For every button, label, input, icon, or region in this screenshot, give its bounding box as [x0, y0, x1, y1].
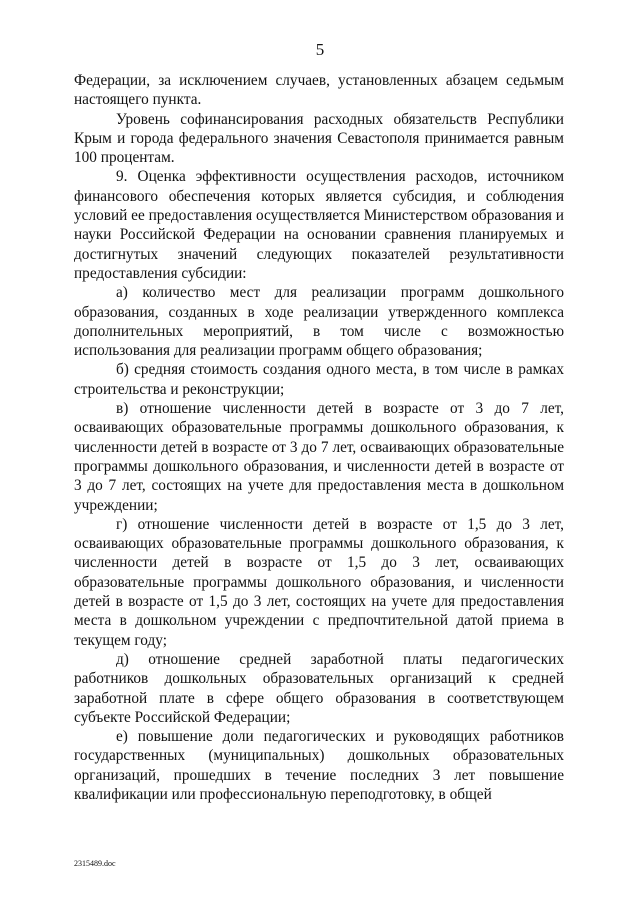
- paragraph-subitem-v: в) отношение численности детей в возрасте от 3 до 7 лет, осваивающих образовательные программы дошкольного образования, к численности детей в возрасте от 3 до 7 лет, осваивающих образовательные программы дошкольного образования, и численности детей в возрасте от 3 до 7 лет, состоящих на учете для предоставления места в дошкольном учреждении;: [74, 400, 564, 514]
- footer-filename: 2315489.doc: [74, 859, 116, 868]
- paragraph-subitem-g: г) отношение численности детей в возрасте от 1,5 до 3 лет, осваивающих образовательные программы дошкольного образования, к численности детей в возрасте от 1,5 до 3 лет, осваивающих образовательные программы дошкольного образования, и численности детей в возрасте от 1,5 до 3 лет, состоящих на учете для предоставления места в дошкольном учреждении с предпочтительной датой приема в текущем году;: [74, 515, 564, 649]
- paragraph-cofinancing-level: Уровень софинансирования расходных обязательств Республики Крым и города федерального значения Севастополя принимается равным 100 процентам.: [74, 110, 564, 167]
- paragraph-continuation: Федерации, за исключением случаев, установленных абзацем седьмым настоящего пункта.: [74, 72, 564, 109]
- paragraph-subitem-d: д) отношение средней заработной платы педагогических работников дошкольных образовательных организаций к средней заработной плате в сфере общего образования в соответствующем субъекте Российской Федерации;: [74, 650, 564, 726]
- document-body: [74, 71, 564, 804]
- paragraph-subitem-a: а) количество мест для реализации программ дошкольного образования, созданных в ходе реализации утвержденного комплекса дополнительных мероприятий, в том числе с возможностью использования для реализации программ общего образования;: [74, 284, 564, 360]
- paragraph-subitem-e: е) повышение доли педагогических и руководящих работников государственных (муниципальных) дошкольных образовательных организаций, прошедших в течение последних 3 лет повышение квалификации или профессиональную переподготовку, в общей: [74, 728, 564, 803]
- paragraph-subitem-b: б) средняя стоимость создания одного места, в том числе в рамках строительства и реконструкции;: [74, 361, 564, 398]
- paragraph-item-9: 9. Оценка эффективности осуществления расходов, источником финансового обеспечения которых является субсидия, и соблюдения условий ее предоставления осуществляется Министерством образования и науки Российской Федерации на основании сравнения планируемых и достигнутых значений следующих показателей результативности предоставления субсидии:: [74, 168, 564, 282]
- page-number: 5: [315, 40, 325, 59]
